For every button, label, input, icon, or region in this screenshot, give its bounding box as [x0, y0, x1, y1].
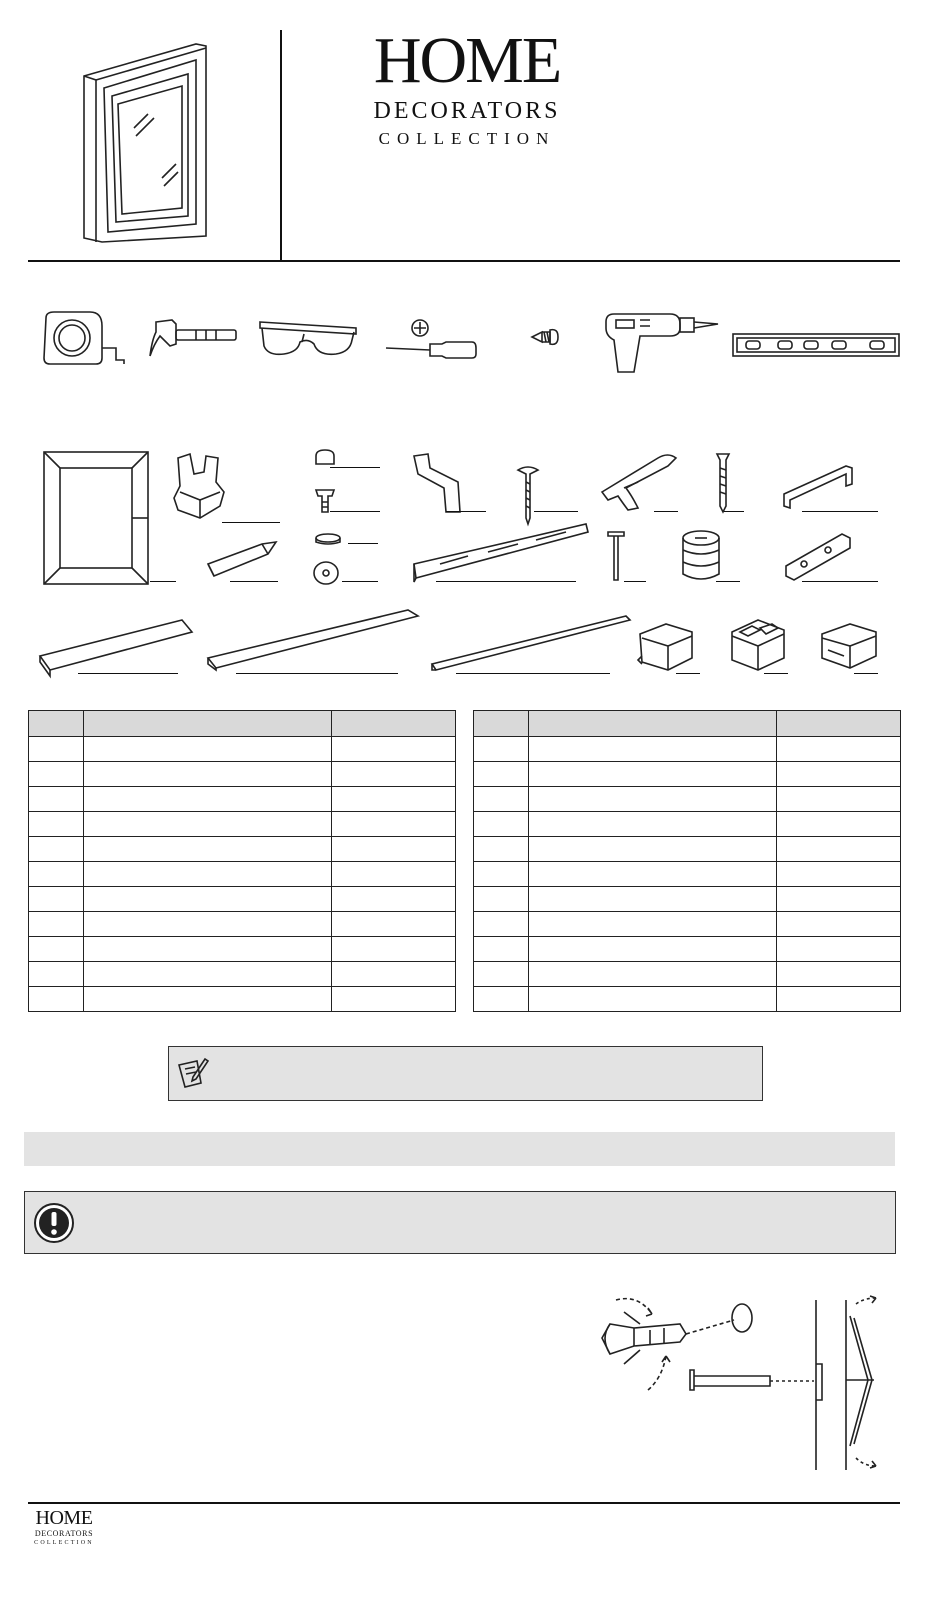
- table-cell: [777, 787, 901, 812]
- table-row: [29, 837, 456, 862]
- part-line-e: [330, 511, 380, 512]
- table-cell: [29, 862, 84, 887]
- table-row: [474, 937, 901, 962]
- part-line-b: [222, 522, 280, 523]
- table-row: [29, 962, 456, 987]
- header-cell: [474, 711, 529, 737]
- part-line-c: [230, 581, 278, 582]
- warning-box: [24, 1191, 896, 1254]
- table-cell: [29, 787, 84, 812]
- part-line-o: [716, 581, 740, 582]
- table-row: [29, 987, 456, 1012]
- part-line-g: [342, 581, 378, 582]
- header-cell: [29, 711, 84, 737]
- table-row: [29, 787, 456, 812]
- table-row: [474, 987, 901, 1012]
- table-cell: [529, 912, 777, 937]
- footer-brand-decorators: DECORATORS: [34, 1529, 94, 1538]
- table-cell: [777, 862, 901, 887]
- table-cell: [529, 762, 777, 787]
- table-cell: [29, 737, 84, 762]
- table-row: [474, 862, 901, 887]
- part-line-s: [456, 673, 610, 674]
- part-line-f: [348, 543, 378, 544]
- table-cell: [29, 962, 84, 987]
- header-cell: [777, 711, 901, 737]
- table-cell: [529, 862, 777, 887]
- table-cell: [332, 962, 456, 987]
- footer-brand-home: HOME: [35, 1507, 93, 1529]
- box-clip-a-part: [636, 620, 698, 674]
- table-cell: [474, 937, 529, 962]
- part-line-k: [654, 511, 678, 512]
- table-cell: [332, 737, 456, 762]
- table-cell: [529, 837, 777, 862]
- table-row: [474, 787, 901, 812]
- note-icon: [175, 1055, 209, 1091]
- table-cell: [529, 987, 777, 1012]
- safety-glasses-icon: [258, 318, 358, 363]
- brand-collection: COLLECTION: [378, 129, 556, 148]
- anchor-installation-diagram: [594, 1294, 894, 1474]
- part-line-v: [854, 673, 878, 674]
- brand-logo: [352, 24, 582, 148]
- table-cell: [474, 762, 529, 787]
- table-row: [29, 862, 456, 887]
- table-cell: [777, 912, 901, 937]
- footer-brand-collection: COLLECTION: [34, 1540, 94, 1546]
- pivot-clip-part: [598, 452, 682, 512]
- table-cell: [777, 987, 901, 1012]
- table-cell: [474, 787, 529, 812]
- cam-lock-part: [678, 528, 724, 584]
- cabinet-illustration: [78, 38, 218, 258]
- cap-part: [314, 448, 336, 468]
- box-clip-c-part: [818, 620, 880, 672]
- table-cell: [84, 862, 332, 887]
- table-cell: [474, 837, 529, 862]
- trim-strip-part: [430, 614, 632, 674]
- table-cell: [777, 762, 901, 787]
- section-bar: [24, 1132, 895, 1166]
- table-header-row: [29, 711, 456, 737]
- table-cell: [332, 812, 456, 837]
- phillips-screwdriver-icon: [384, 318, 480, 368]
- table-cell: [474, 987, 529, 1012]
- bumper-part: [314, 532, 342, 546]
- exclamation-icon: [33, 1202, 75, 1244]
- table-cell: [29, 912, 84, 937]
- long-screw-part: [516, 464, 540, 526]
- table-row: [474, 737, 901, 762]
- table-cell: [84, 962, 332, 987]
- header-rule: [28, 260, 900, 262]
- table-cell: [474, 812, 529, 837]
- shelf-panel-short-part: [38, 618, 194, 678]
- part-line-h: [446, 511, 486, 512]
- table-row: [474, 962, 901, 987]
- table-cell: [84, 737, 332, 762]
- table-cell: [29, 987, 84, 1012]
- table-cell: [29, 837, 84, 862]
- table-cell: [84, 887, 332, 912]
- table-cell: [777, 837, 901, 862]
- table-cell: [84, 912, 332, 937]
- pencil-part: [204, 540, 280, 580]
- part-line-l: [724, 511, 744, 512]
- table-row: [474, 912, 901, 937]
- note-box: [168, 1046, 763, 1101]
- hammer-icon: [146, 316, 241, 366]
- z-bracket-part: [410, 452, 466, 514]
- table-cell: [29, 762, 84, 787]
- table-row: [29, 912, 456, 937]
- footer-brand-logo: [28, 1508, 100, 1546]
- table-row: [474, 812, 901, 837]
- part-line-n: [624, 581, 646, 582]
- brand-decorators: DECORATORS: [373, 98, 561, 124]
- hinge-plate-part: [782, 530, 854, 584]
- level-icon: [732, 332, 902, 360]
- part-line-t: [676, 673, 700, 674]
- table-cell: [474, 862, 529, 887]
- mounting-rail-part: [410, 520, 590, 586]
- table-row: [474, 887, 901, 912]
- footer-rule: [28, 1502, 900, 1504]
- table-cell: [474, 887, 529, 912]
- table-cell: [529, 812, 777, 837]
- table-row: [29, 812, 456, 837]
- table-cell: [332, 837, 456, 862]
- table-cell: [332, 937, 456, 962]
- table-cell: [29, 937, 84, 962]
- table-cell: [332, 762, 456, 787]
- hinge-bracket-part: [170, 452, 230, 522]
- table-row: [29, 937, 456, 962]
- anchor-plug-part: [314, 484, 336, 514]
- dowel-pin-part: [606, 528, 626, 584]
- table-cell: [529, 737, 777, 762]
- table-cell: [529, 937, 777, 962]
- shelf-panel-long-part: [206, 608, 420, 672]
- corner-bracket-part: [780, 462, 856, 512]
- header-cell: [84, 711, 332, 737]
- table-cell: [332, 787, 456, 812]
- table-row: [474, 762, 901, 787]
- parts-table-right: [473, 710, 901, 1012]
- part-line-j: [436, 581, 576, 582]
- table-cell: [84, 937, 332, 962]
- table-cell: [84, 787, 332, 812]
- tape-measure-icon: [40, 308, 130, 370]
- table-cell: [84, 812, 332, 837]
- screw-icon: [528, 326, 564, 348]
- part-line-d: [330, 467, 380, 468]
- part-line-r: [236, 673, 398, 674]
- box-clip-b-part: [728, 616, 788, 674]
- table-cell: [332, 987, 456, 1012]
- part-line-m: [802, 511, 878, 512]
- table-cell: [29, 887, 84, 912]
- mirror-frame-part: [42, 450, 152, 590]
- table-cell: [777, 887, 901, 912]
- table-row: [29, 737, 456, 762]
- table-cell: [777, 812, 901, 837]
- header-cell: [529, 711, 777, 737]
- table-row: [474, 837, 901, 862]
- table-cell: [777, 937, 901, 962]
- table-cell: [84, 837, 332, 862]
- table-row: [29, 887, 456, 912]
- table-cell: [84, 987, 332, 1012]
- table-cell: [777, 962, 901, 987]
- table-cell: [529, 787, 777, 812]
- table-cell: [29, 812, 84, 837]
- table-cell: [474, 962, 529, 987]
- wood-screw-part: [714, 452, 732, 514]
- part-line-p: [802, 581, 878, 582]
- parts-table-left: [28, 710, 456, 1012]
- table-header-row: [474, 711, 901, 737]
- table-cell: [332, 887, 456, 912]
- table-cell: [777, 737, 901, 762]
- part-line-u: [764, 673, 788, 674]
- table-cell: [529, 962, 777, 987]
- header-divider: [280, 30, 282, 260]
- table-cell: [332, 912, 456, 937]
- part-line-q: [78, 673, 178, 674]
- table-cell: [474, 912, 529, 937]
- table-cell: [474, 737, 529, 762]
- brand-home: HOME: [373, 24, 561, 97]
- part-line-a: [150, 581, 176, 582]
- table-row: [29, 762, 456, 787]
- power-drill-icon: [600, 310, 720, 376]
- table-cell: [84, 762, 332, 787]
- header-cell: [332, 711, 456, 737]
- table-cell: [332, 862, 456, 887]
- part-line-i: [534, 511, 578, 512]
- washer-part: [312, 560, 340, 586]
- table-cell: [529, 887, 777, 912]
